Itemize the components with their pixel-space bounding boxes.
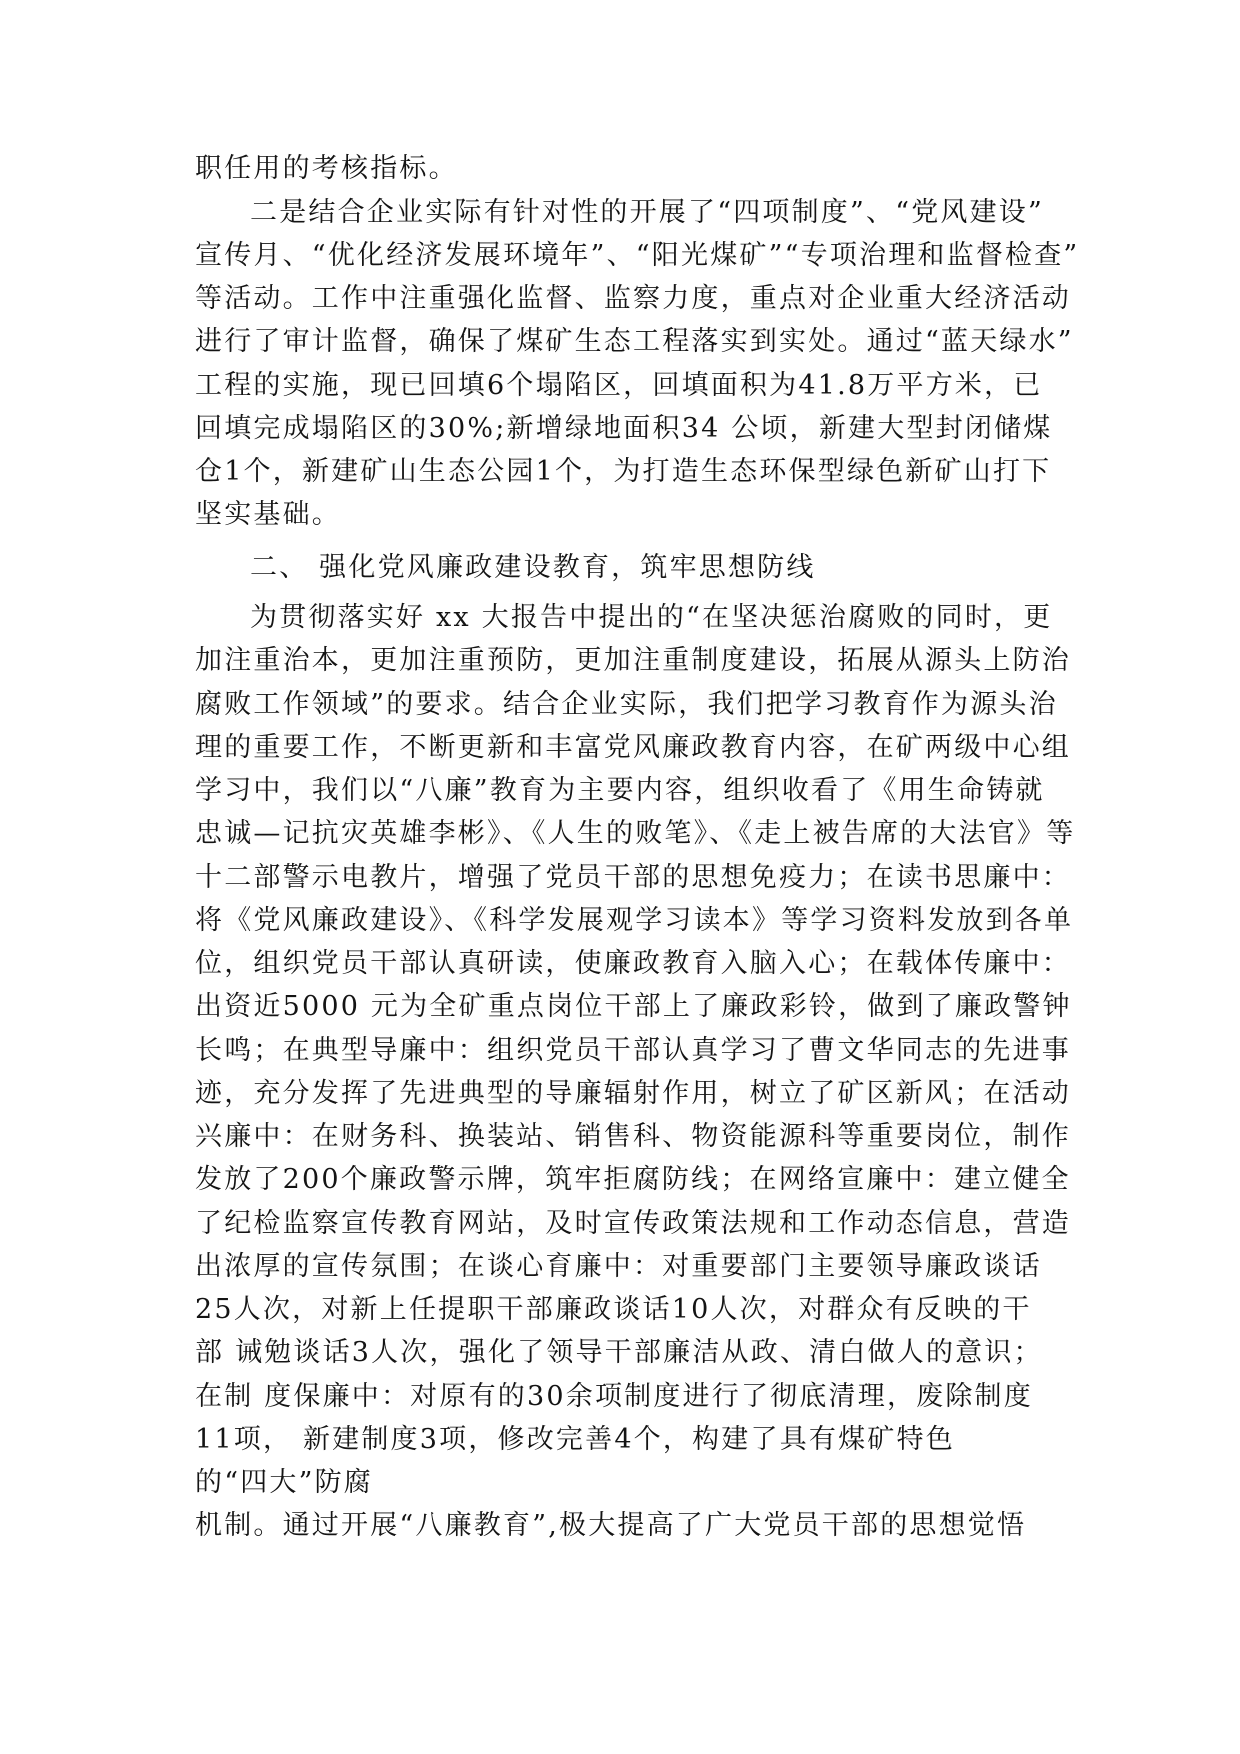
text-line: 仓1个，新建矿山生态公园1个，为打造生态环保型绿色新矿山打下 bbox=[195, 456, 1052, 487]
text-line: 将《党风廉政建设》、《科学发展观学习读本》等学习资料发放到各单 bbox=[195, 905, 1074, 936]
text-line: 出资近5000 元为全矿重点岗位干部上了廉政彩铃，做到了廉政警钟 bbox=[195, 991, 1072, 1022]
text-line: 进行了审计监督，确保了煤矿生态工程落实到实处。通过“蓝天绿水” bbox=[195, 326, 1074, 357]
text-line: 机制。通过开展“八廉教育”,极大提高了广大党员干部的思想觉悟 bbox=[195, 1510, 1027, 1541]
text-line: 的“四大”防腐 bbox=[195, 1467, 374, 1498]
text-line: 宣传月、“优化经济发展环境年”、“阳光煤矿”“专项治理和监督检查” bbox=[195, 240, 1080, 271]
text-line: 职任用的考核指标。 bbox=[195, 153, 458, 184]
text-line: 二是结合企业实际有针对性的开展了“四项制度”、“党风建设” bbox=[250, 197, 1045, 228]
text-line: 在制 度保廉中：对原有的30余项制度进行了彻底清理，废除制度 bbox=[195, 1381, 1033, 1412]
text-line: 十二部警示电教片，增强了党员干部的思想免疫力；在读书思廉中： bbox=[195, 862, 1071, 893]
text-line: 坚实基础。 bbox=[195, 499, 341, 530]
section-heading: 二、 强化党风廉政建设教育，筑牢思想防线 bbox=[250, 552, 816, 583]
text-line: 兴廉中：在财务科、换装站、销售科、物资能源科等重要岗位，制作 bbox=[195, 1121, 1071, 1152]
text-line: 迹，充分发挥了先进典型的导廉辐射作用，树立了矿区新风；在活动 bbox=[195, 1078, 1071, 1109]
text-line: 25人次，对新上任提职干部廉政谈话10人次，对群众有反映的干 bbox=[195, 1294, 1032, 1325]
text-line: 学习中，我们以“八廉”教育为主要内容，组织收看了《用生命铸就 bbox=[195, 775, 1045, 806]
text-line: 腐败工作领域”的要求。结合企业实际，我们把学习教育作为源头治 bbox=[195, 689, 1058, 720]
text-line: 位，组织党员干部认真研读，使廉政教育入脑入心；在载体传廉中： bbox=[195, 948, 1071, 979]
text-line: 回填完成塌陷区的30%;新增绿地面积34 公顷，新建大型封闭储煤 bbox=[195, 413, 1053, 444]
text-line: 了纪检监察宣传教育网站，及时宣传政策法规和工作动态信息，营造 bbox=[195, 1208, 1071, 1239]
text-line: 忠诚—记抗灾英雄李彬》、《人生的败笔》、《走上被告席的大法官》等 bbox=[195, 818, 1076, 849]
text-line: 等活动。工作中注重强化监督、监察力度，重点对企业重大经济活动 bbox=[195, 283, 1071, 314]
text-line: 工程的实施，现已回填6个塌陷区，回填面积为41.8万平方米，已 bbox=[195, 370, 1043, 401]
text-line: 11项， 新建制度3项，修改完善4个，构建了具有煤矿特色 bbox=[195, 1424, 955, 1455]
text-line: 长鸣；在典型导廉中：组织党员干部认真学习了曹文华同志的先进事 bbox=[195, 1035, 1071, 1066]
text-line: 为贯彻落实好 xx 大报告中提出的“在坚决惩治腐败的同时，更 bbox=[250, 602, 1053, 633]
text-line: 理的重要工作，不断更新和丰富党风廉政教育内容，在矿两级中心组 bbox=[195, 732, 1071, 763]
text-line: 出浓厚的宣传氛围；在谈心育廉中：对重要部门主要领导廉政谈话 bbox=[195, 1251, 1042, 1282]
text-line: 加注重治本，更加注重预防，更加注重制度建设，拓展从源头上防治 bbox=[195, 645, 1071, 676]
text-line: 发放了200个廉政警示牌，筑牢拒腐防线；在网络宣廉中：建立健全 bbox=[195, 1164, 1071, 1195]
text-line: 部 诫勉谈话3人次，强化了领导干部廉洁从政、清白做人的意识； bbox=[195, 1337, 1043, 1368]
